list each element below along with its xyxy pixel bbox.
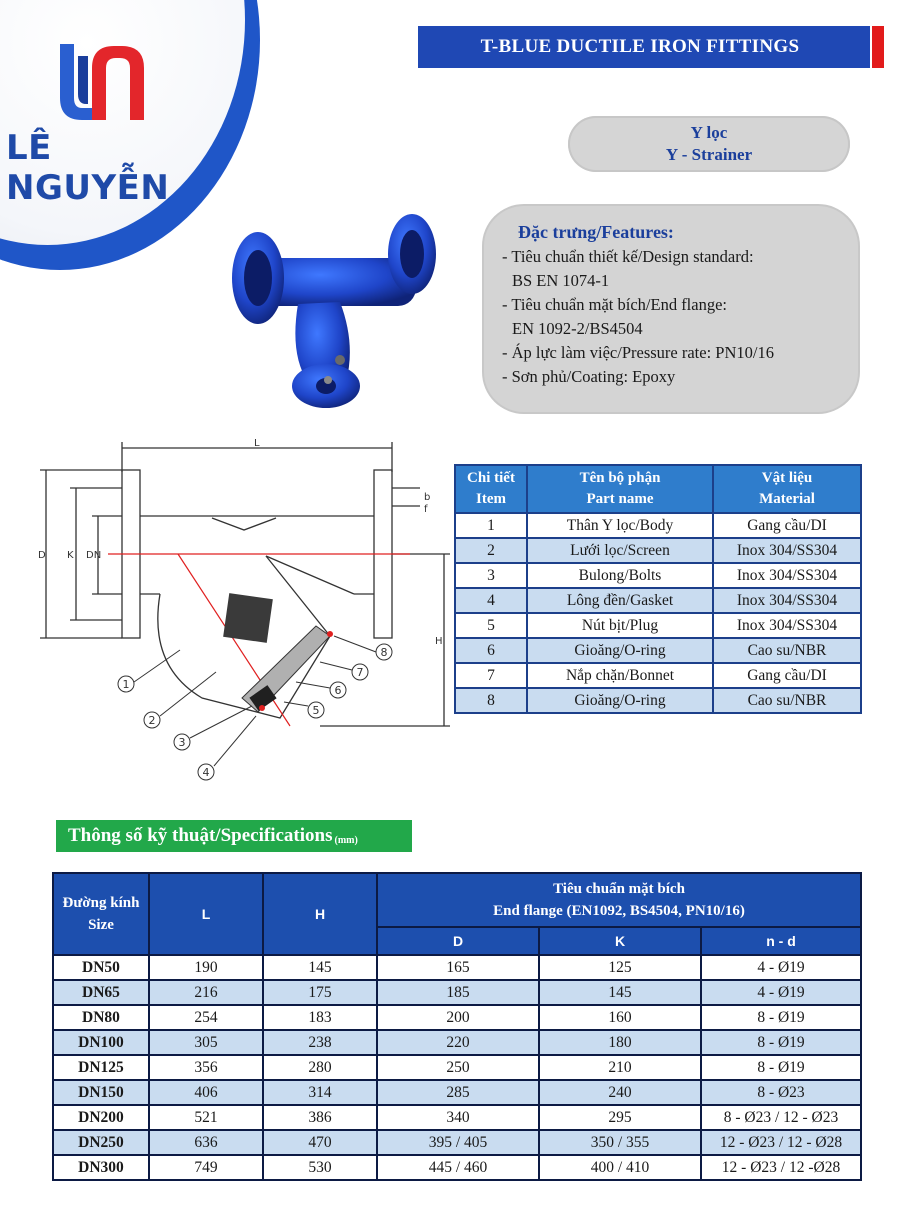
spec-k: 160: [539, 1005, 701, 1030]
spec-k: 125: [539, 955, 701, 980]
feature-line: EN 1092-2/BS4504: [512, 319, 643, 338]
part-material: Inox 304/SS304: [713, 538, 861, 563]
callout-7: 7: [356, 666, 364, 679]
parts-table: [454, 464, 862, 714]
spec-nd: 4 - Ø19: [701, 955, 861, 980]
specs-header-size: [53, 873, 149, 955]
table-row: [53, 1080, 861, 1105]
feature-line: - Áp lực làm việc/Pressure rate: PN10/16: [502, 343, 774, 362]
specs-heading: [56, 820, 412, 852]
part-item: 6: [455, 638, 527, 663]
part-name: Gioăng/O-ring: [527, 638, 713, 663]
parts-header-item: [455, 465, 527, 513]
callout-8: 8: [380, 646, 388, 659]
part-name: Nắp chặn/Bonnet: [527, 663, 713, 688]
specs-header-d: D: [377, 927, 539, 955]
parts-header-material: [713, 465, 861, 513]
header-vi: Tên bộ phận: [579, 470, 661, 486]
callout-2: 2: [148, 714, 156, 727]
table-row: [53, 955, 861, 980]
part-name: Bulong/Bolts: [527, 563, 713, 588]
table-row: [455, 688, 861, 713]
specs-header-l: L: [149, 873, 263, 955]
part-item: 1: [455, 513, 527, 538]
spec-d: 340: [377, 1105, 539, 1130]
specs-heading-unit: (mm): [334, 834, 358, 846]
header-vi: Chi tiết: [467, 470, 515, 486]
part-material: Cao su/NBR: [713, 688, 861, 713]
part-item: 2: [455, 538, 527, 563]
spec-size: DN250: [53, 1130, 149, 1155]
dim-h-label: H: [435, 636, 443, 647]
spec-l: 305: [149, 1030, 263, 1055]
part-name: Thân Y lọc/Body: [527, 513, 713, 538]
table-row: [53, 1005, 861, 1030]
specs-header-flange: [377, 873, 861, 927]
spec-k: 295: [539, 1105, 701, 1130]
header-en: Size: [88, 917, 114, 933]
spec-l: 406: [149, 1080, 263, 1105]
header-vi: Đường kính: [62, 895, 140, 911]
features-box: [484, 206, 858, 412]
spec-l: 521: [149, 1105, 263, 1130]
spec-size: DN125: [53, 1055, 149, 1080]
spec-d: 445 / 460: [377, 1155, 539, 1180]
y-strainer-product-image: [228, 214, 440, 414]
dim-d-label: D: [38, 550, 46, 561]
callout-4: 4: [202, 766, 210, 779]
technical-drawing: [30, 436, 450, 796]
spec-k: 240: [539, 1080, 701, 1105]
spec-k: 350 / 355: [539, 1130, 701, 1155]
spec-nd: 4 - Ø19: [701, 980, 861, 1005]
spec-h: 386: [263, 1105, 377, 1130]
table-row: [455, 513, 861, 538]
feature-line: - Sơn phủ/Coating: Epoxy: [502, 367, 676, 386]
spec-size: DN200: [53, 1105, 149, 1130]
spec-k: 210: [539, 1055, 701, 1080]
spec-h: 314: [263, 1080, 377, 1105]
parts-header-name: [527, 465, 713, 513]
product-title-vi: Y lọc: [690, 123, 728, 142]
part-item: 8: [455, 688, 527, 713]
table-row: [455, 663, 861, 688]
specs-table: [52, 872, 862, 1181]
header-en: Part name: [586, 491, 654, 507]
brand-logo-icon: [52, 38, 152, 126]
part-material: Inox 304/SS304: [713, 563, 861, 588]
header-en: Material: [759, 491, 815, 507]
spec-d: 165: [377, 955, 539, 980]
part-item: 7: [455, 663, 527, 688]
spec-nd: 8 - Ø23 / 12 - Ø23: [701, 1105, 861, 1130]
header-banner: T-BLUE DUCTILE IRON FITTINGS: [418, 26, 870, 68]
callout-5: 5: [312, 704, 320, 717]
feature-line: BS EN 1074-1: [512, 271, 610, 290]
spec-d: 250: [377, 1055, 539, 1080]
spec-k: 145: [539, 980, 701, 1005]
spec-nd: 8 - Ø19: [701, 1005, 861, 1030]
specs-heading-text: Thông số kỹ thuật/Specifications: [68, 825, 333, 846]
table-row: [53, 980, 861, 1005]
spec-l: 254: [149, 1005, 263, 1030]
callout-3: 3: [178, 736, 186, 749]
dim-f-label: f: [424, 504, 428, 515]
part-item: 5: [455, 613, 527, 638]
table-row: [455, 638, 861, 663]
brand-name: LÊ NGUYỄN: [6, 128, 170, 208]
table-row: [455, 563, 861, 588]
spec-h: 238: [263, 1030, 377, 1055]
spec-h: 175: [263, 980, 377, 1005]
spec-d: 185: [377, 980, 539, 1005]
table-row: [455, 588, 861, 613]
spec-l: 356: [149, 1055, 263, 1080]
spec-nd: 8 - Ø19: [701, 1030, 861, 1055]
spec-l: 749: [149, 1155, 263, 1180]
spec-l: 190: [149, 955, 263, 980]
spec-size: DN80: [53, 1005, 149, 1030]
specs-header-k: K: [539, 927, 701, 955]
spec-nd: 12 - Ø23 / 12 - Ø28: [701, 1130, 861, 1155]
part-material: Cao su/NBR: [713, 638, 861, 663]
part-material: Inox 304/SS304: [713, 613, 861, 638]
spec-size: DN300: [53, 1155, 149, 1180]
spec-d: 395 / 405: [377, 1130, 539, 1155]
spec-k: 400 / 410: [539, 1155, 701, 1180]
part-name: Gioăng/O-ring: [527, 688, 713, 713]
part-name: Lông đền/Gasket: [527, 588, 713, 613]
table-row: [53, 1130, 861, 1155]
dim-k-label: K: [67, 550, 74, 561]
dim-l-label: L: [254, 438, 260, 449]
dim-b-label: b: [424, 492, 431, 503]
part-material: Inox 304/SS304: [713, 588, 861, 613]
spec-size: DN150: [53, 1080, 149, 1105]
specs-header-nd: n - d: [701, 927, 861, 955]
banner-accent: [872, 26, 884, 68]
part-name: Nút bịt/Plug: [527, 613, 713, 638]
spec-l: 216: [149, 980, 263, 1005]
table-row: [53, 1055, 861, 1080]
table-row: [53, 1155, 861, 1180]
spec-nd: 8 - Ø19: [701, 1055, 861, 1080]
feature-line: - Tiêu chuẩn thiết kế/Design standard:: [502, 247, 754, 266]
header-en: Item: [476, 491, 506, 507]
spec-h: 470: [263, 1130, 377, 1155]
header-en: End flange (EN1092, BS4504, PN10/16): [493, 903, 745, 919]
part-material: Gang cầu/DI: [713, 663, 861, 688]
dim-dn-label: DN: [86, 550, 102, 561]
part-item: 3: [455, 563, 527, 588]
spec-nd: 8 - Ø23: [701, 1080, 861, 1105]
callout-1: 1: [122, 678, 130, 691]
table-row: [53, 1105, 861, 1130]
table-row: [455, 613, 861, 638]
spec-d: 220: [377, 1030, 539, 1055]
feature-line: - Tiêu chuẩn mặt bích/End flange:: [502, 295, 727, 314]
spec-h: 530: [263, 1155, 377, 1180]
table-row: [455, 538, 861, 563]
spec-k: 180: [539, 1030, 701, 1055]
product-title-en: Y - Strainer: [665, 145, 753, 164]
spec-nd: 12 - Ø23 / 12 -Ø28: [701, 1155, 861, 1180]
spec-l: 636: [149, 1130, 263, 1155]
part-name: Lưới lọc/Screen: [527, 538, 713, 563]
header-vi: Vật liệu: [761, 470, 813, 486]
spec-size: DN100: [53, 1030, 149, 1055]
specs-header-h: H: [263, 873, 377, 955]
spec-d: 200: [377, 1005, 539, 1030]
spec-h: 280: [263, 1055, 377, 1080]
spec-size: DN65: [53, 980, 149, 1005]
callout-6: 6: [334, 684, 342, 697]
part-item: 4: [455, 588, 527, 613]
spec-d: 285: [377, 1080, 539, 1105]
features-title: Đặc trưng/Features:: [518, 222, 674, 242]
header-vi: Tiêu chuẩn mặt bích: [553, 881, 685, 897]
spec-size: DN50: [53, 955, 149, 980]
part-material: Gang cầu/DI: [713, 513, 861, 538]
product-title: [568, 116, 850, 172]
spec-h: 145: [263, 955, 377, 980]
spec-h: 183: [263, 1005, 377, 1030]
table-row: [53, 1030, 861, 1055]
